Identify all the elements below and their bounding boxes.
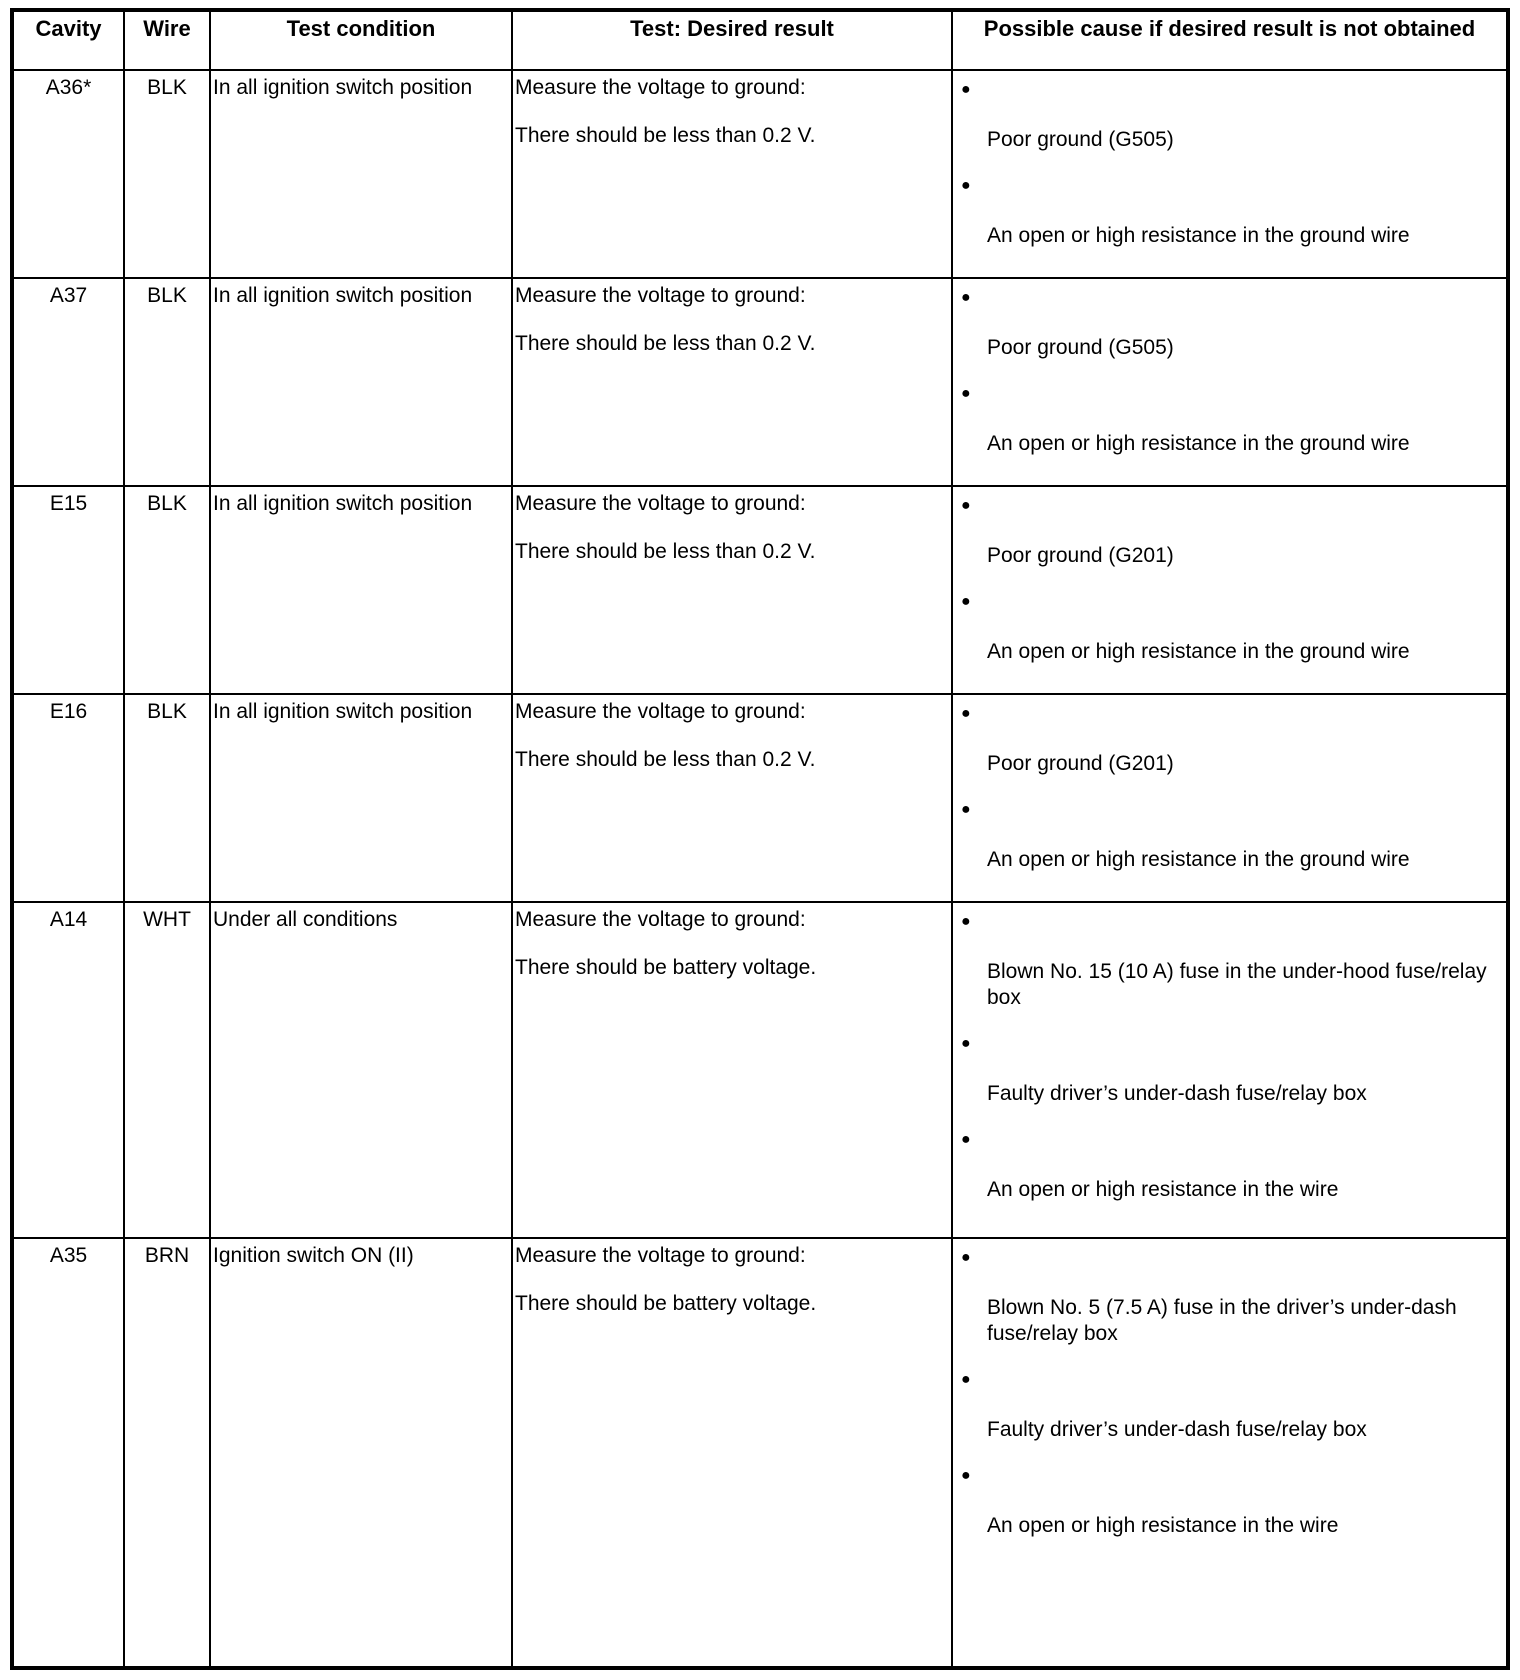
diagnostic-table — [10, 8, 1510, 1670]
cause-text: An open or high resistance in the ground wire — [987, 848, 1410, 871]
table-row — [12, 694, 1508, 902]
cause-text: Faulty driver’s under-dash fuse/relay box — [987, 1418, 1367, 1441]
wire-cell: BLK — [124, 694, 210, 902]
cause-text: An open or high resistance in the wire — [987, 1178, 1339, 1201]
col-header-possible-cause: Possible cause if desired result is not obtained — [952, 10, 1508, 70]
cause-item — [955, 77, 1504, 153]
cause-text: Poor ground (G505) — [987, 336, 1174, 359]
table-header-row — [12, 10, 1508, 70]
bullet-icon: ● — [961, 1467, 971, 1484]
test-condition-cell: In all ignition switch position — [210, 278, 512, 486]
bullet-icon: ● — [961, 1371, 971, 1388]
result-line: Measure the voltage to ground: — [515, 284, 806, 307]
result-line: There should be less than 0.2 V. — [515, 124, 816, 147]
cause-item — [955, 797, 1504, 873]
bullet-icon: ● — [961, 1035, 971, 1052]
table-row — [12, 486, 1508, 694]
col-header-cavity: Cavity — [12, 10, 124, 70]
wire-cell: BLK — [124, 278, 210, 486]
cavity-cell: A35 — [12, 1238, 124, 1668]
result-line: Measure the voltage to ground: — [515, 1244, 806, 1267]
result-line: Measure the voltage to ground: — [515, 908, 806, 931]
cause-text: Faulty driver’s under-dash fuse/relay box — [987, 1082, 1367, 1105]
cavity-cell: A14 — [12, 902, 124, 1238]
bullet-icon: ● — [961, 385, 971, 402]
bullet-icon: ● — [961, 1249, 971, 1266]
wire-cell: BRN — [124, 1238, 210, 1668]
cavity-cell: A37 — [12, 278, 124, 486]
result-line: There should be less than 0.2 V. — [515, 332, 816, 355]
possible-cause-cell — [952, 1238, 1508, 1668]
cause-item — [955, 589, 1504, 665]
test-condition-cell: In all ignition switch position — [210, 70, 512, 278]
test-condition-cell: Under all conditions — [210, 902, 512, 1238]
cavity-cell: E15 — [12, 486, 124, 694]
bullet-icon: ● — [961, 81, 971, 98]
cause-item — [955, 381, 1504, 457]
bullet-icon: ● — [961, 593, 971, 610]
cause-item — [955, 1245, 1504, 1347]
col-header-test-condition: Test condition — [210, 10, 512, 70]
cause-item — [955, 1463, 1504, 1539]
result-line: There should be battery voltage. — [515, 1292, 817, 1315]
bullet-icon: ● — [961, 913, 971, 930]
desired-result-cell — [512, 278, 952, 486]
result-line: Measure the voltage to ground: — [515, 76, 806, 99]
desired-result-cell — [512, 902, 952, 1238]
cause-text: An open or high resistance in the ground wire — [987, 224, 1410, 247]
possible-cause-cell — [952, 278, 1508, 486]
col-header-desired-result: Test: Desired result — [512, 10, 952, 70]
bullet-icon: ● — [961, 177, 971, 194]
wire-cell: WHT — [124, 902, 210, 1238]
test-condition-cell: In all ignition switch position — [210, 486, 512, 694]
cause-item — [955, 1031, 1504, 1107]
cause-text: An open or high resistance in the wire — [987, 1514, 1339, 1537]
cause-item — [955, 909, 1504, 1011]
desired-result-cell — [512, 486, 952, 694]
possible-cause-cell — [952, 70, 1508, 278]
possible-cause-cell — [952, 902, 1508, 1238]
desired-result-cell — [512, 1238, 952, 1668]
cavity-cell: E16 — [12, 694, 124, 902]
result-line: Measure the voltage to ground: — [515, 492, 806, 515]
table-row — [12, 70, 1508, 278]
possible-cause-cell — [952, 694, 1508, 902]
result-line: There should be less than 0.2 V. — [515, 540, 816, 563]
wire-cell: BLK — [124, 70, 210, 278]
result-line: There should be less than 0.2 V. — [515, 748, 816, 771]
cause-text: An open or high resistance in the ground wire — [987, 640, 1410, 663]
bullet-icon: ● — [961, 289, 971, 306]
cause-item — [955, 1127, 1504, 1203]
test-condition-cell: Ignition switch ON (II) — [210, 1238, 512, 1668]
table-row — [12, 902, 1508, 1238]
table-row — [12, 1238, 1508, 1668]
wire-cell: BLK — [124, 486, 210, 694]
desired-result-cell — [512, 70, 952, 278]
table-row — [12, 278, 1508, 486]
cause-text: Blown No. 5 (7.5 A) fuse in the driver’s under-dash fuse/relay box — [987, 1296, 1457, 1345]
desired-result-cell — [512, 694, 952, 902]
result-line: There should be battery voltage. — [515, 956, 817, 979]
cause-text: Poor ground (G201) — [987, 544, 1174, 567]
cause-item — [955, 1367, 1504, 1443]
cause-item — [955, 285, 1504, 361]
bullet-icon: ● — [961, 801, 971, 818]
bullet-icon: ● — [961, 1131, 971, 1148]
test-condition-cell: In all ignition switch position — [210, 694, 512, 902]
cause-item — [955, 173, 1504, 249]
cause-item — [955, 493, 1504, 569]
possible-cause-cell — [952, 486, 1508, 694]
cause-text: Poor ground (G505) — [987, 128, 1174, 151]
cause-text: Blown No. 15 (10 A) fuse in the under-hood fuse/relay box — [987, 960, 1487, 1009]
cause-text: An open or high resistance in the ground wire — [987, 432, 1410, 455]
col-header-wire: Wire — [124, 10, 210, 70]
cavity-cell: A36* — [12, 70, 124, 278]
cause-item — [955, 701, 1504, 777]
bullet-icon: ● — [961, 705, 971, 722]
bullet-icon: ● — [961, 497, 971, 514]
result-line: Measure the voltage to ground: — [515, 700, 806, 723]
cause-text: Poor ground (G201) — [987, 752, 1174, 775]
